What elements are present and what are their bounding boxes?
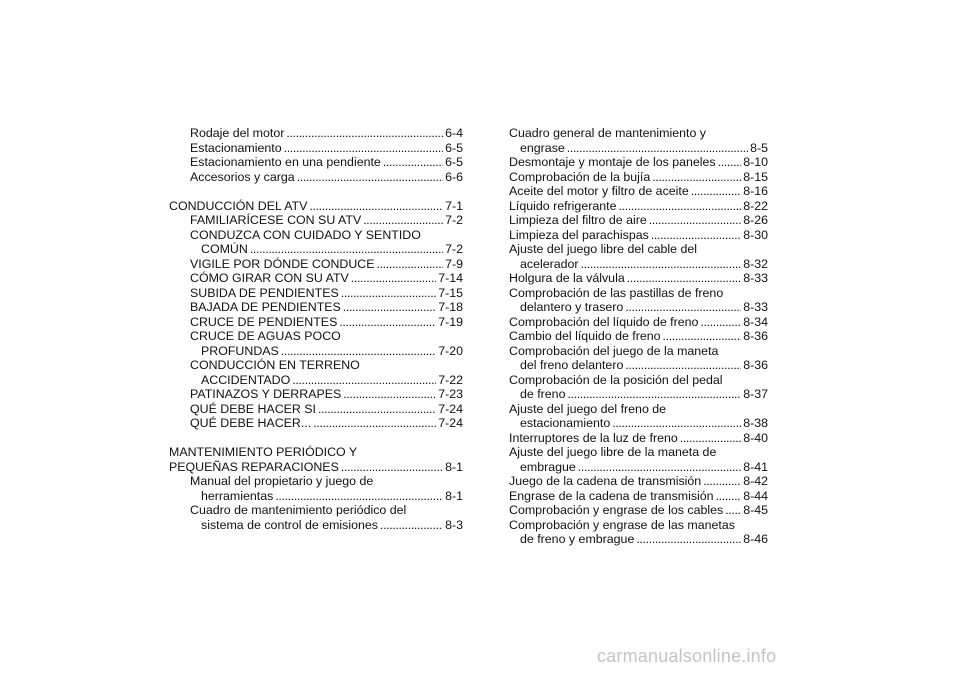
- toc-entry-maneta-freno[interactable]: del freno delantero . . . 8-36: [509, 358, 768, 373]
- page-number: 8-36: [743, 358, 768, 372]
- toc-entry-cruce-aguas[interactable]: PROFUNDAS . . . 7-20: [169, 344, 463, 359]
- toc-right-column: [509, 126, 768, 547]
- page-number: 6-6: [445, 169, 463, 184]
- toc-entry-rodaje[interactable]: Rodaje del motor . . . 6-4: [169, 126, 463, 141]
- toc-section-mantenimiento-line1[interactable]: MANTENIMIENTO PERIÓDICO Y: [169, 445, 358, 459]
- toc-entry-manetas[interactable]: de freno y embrague . . . 8-46: [509, 532, 768, 547]
- toc-section-conduccion[interactable]: CONDUCCIÓN DEL ATV . . . 7-1: [169, 199, 463, 214]
- page-number: 8-34: [743, 314, 768, 329]
- toc-entry-estacionamiento-pendiente[interactable]: Estacionamiento en una pendiente . . . 6-5: [169, 155, 463, 170]
- toc-entry-valvula[interactable]: Holgura de la válvula . . . 8-33: [509, 271, 768, 286]
- toc-entry-terreno[interactable]: ACCIDENTADO . . . 7-22: [169, 373, 463, 388]
- toc-entry-que-hacer[interactable]: QUÉ DEBE HACER... . . . 7-24: [169, 416, 463, 431]
- toc-entry-conduzca-line1[interactable]: CONDUZCA CON CUIDADO Y SENTIDO: [190, 227, 421, 242]
- page-number: 8-33: [743, 300, 768, 314]
- page-number: 8-26: [743, 213, 768, 227]
- toc-entry-cuadro-emisiones[interactable]: sistema de control de emisiones . . . 8-3: [169, 518, 463, 533]
- toc-section-mantenimiento[interactable]: PEQUEÑAS REPARACIONES . . . 8-1: [169, 460, 463, 475]
- toc-entry-acelerador[interactable]: acelerador . . . 8-32: [509, 257, 768, 272]
- toc-entry-cambio-liquido[interactable]: Cambio del líquido de freno . . . 8-36: [509, 329, 768, 344]
- page-number: 8-10: [743, 155, 768, 169]
- page-number: 8-41: [743, 459, 768, 474]
- page-number: 8-46: [743, 532, 768, 546]
- toc-entry-estacionamiento[interactable]: Estacionamiento . . . 6-5: [169, 141, 463, 156]
- page-number: 8-40: [743, 430, 768, 445]
- toc-entry-pastillas[interactable]: delantero y trasero . . . 8-33: [509, 300, 768, 315]
- toc-entry-interruptores[interactable]: Interruptores de la luz de freno . . . 8-40: [509, 431, 768, 446]
- page-number: 8-45: [743, 503, 768, 517]
- page-number: 7-23: [438, 387, 463, 401]
- page-number: 8-1: [445, 488, 463, 503]
- page-number: 8-3: [445, 517, 463, 532]
- toc-entry-cuadro-emisiones-line1[interactable]: Cuadro de mantenimiento periódico del: [190, 503, 407, 517]
- toc-entry-cuadro-general-line1[interactable]: Cuadro general de mantenimiento y: [509, 126, 706, 140]
- toc-entry-parachispas[interactable]: Limpieza del parachispas . . . 8-30: [509, 228, 768, 243]
- toc-entry-pastillas-line1[interactable]: Comprobación de las pastillas de freno: [509, 285, 724, 300]
- page-number: 8-42: [743, 474, 768, 488]
- toc-entry-aceite[interactable]: Aceite del motor y filtro de aceite . . . 8-16: [509, 184, 768, 199]
- toc-entry-pedal[interactable]: de freno . . . 8-37: [509, 387, 768, 402]
- page-number: 8-30: [743, 227, 768, 242]
- toc-entry-cuadro-general[interactable]: engrase . . . 8-5: [509, 141, 768, 156]
- toc-entry-juego-cadena[interactable]: Juego de la cadena de transmisión . . . 8-42: [509, 474, 768, 489]
- toc-entry-maneta-freno-line1[interactable]: Comprobación del juego de la maneta: [509, 343, 719, 358]
- toc-entry-paneles[interactable]: Desmontaje y montaje de los paneles . . . 8-10: [509, 155, 768, 170]
- toc-entry-accesorios[interactable]: Accesorios y carga . . . 6-6: [169, 170, 463, 185]
- page-number: 7-2: [445, 213, 463, 227]
- page-number: 7-14: [438, 271, 463, 285]
- page-number: 7-2: [445, 242, 463, 256]
- toc-entry-familiaricese[interactable]: FAMILIARÍCESE CON SU ATV . . . 7-2: [169, 213, 463, 228]
- toc-entry-que-hacer-si[interactable]: QUÉ DEBE HACER SI . . . 7-24: [169, 402, 463, 417]
- toc-entry-pedal-line1[interactable]: Comprobación de la posición del pedal: [509, 372, 723, 387]
- toc-entry-refrigerante[interactable]: Líquido refrigerante . . . 8-22: [509, 199, 768, 214]
- page-number: 8-32: [743, 256, 768, 271]
- toc-entry-terreno-line1[interactable]: CONDUCCIÓN EN TERRENO: [190, 358, 360, 372]
- watermark: carmanualsonline.info: [597, 646, 777, 666]
- page-number: 8-15: [743, 169, 768, 184]
- toc-entry-como-girar[interactable]: CÓMO GIRAR CON SU ATV . . . 7-14: [169, 271, 463, 286]
- page-number: 7-18: [438, 300, 463, 314]
- page-number: 8-44: [743, 488, 768, 503]
- page-number: 7-24: [438, 401, 463, 416]
- toc-entry-acelerador-line1[interactable]: Ajuste del juego libre del cable del: [509, 242, 698, 256]
- page-number: 8-38: [743, 416, 768, 430]
- toc-entry-cruce-pendientes[interactable]: CRUCE DE PENDIENTES . . . 7-19: [169, 315, 463, 330]
- toc-entry-filtro-aire[interactable]: Limpieza del filtro de aire . . . 8-26: [509, 213, 768, 228]
- toc-entry-embrague[interactable]: embrague . . . 8-41: [509, 460, 768, 475]
- page-number: 7-22: [438, 372, 463, 387]
- page-number: 8-22: [743, 198, 768, 213]
- page-number: 8-5: [750, 140, 768, 155]
- page-number: 8-37: [743, 387, 768, 401]
- toc-entry-vigile[interactable]: VIGILE POR DÓNDE CONDUCE . . . 7-9: [169, 257, 463, 272]
- toc-entry-bajada[interactable]: BAJADA DE PENDIENTES . . . 7-18: [169, 300, 463, 315]
- page-number: 6-4: [445, 126, 463, 140]
- page-number: 7-15: [438, 285, 463, 300]
- toc-entry-liquido-freno[interactable]: Comprobación del líquido de freno . . . 8-34: [509, 315, 768, 330]
- page-number: 6-5: [445, 155, 463, 169]
- page-number: 7-20: [438, 343, 463, 358]
- toc-entry-bujia[interactable]: Comprobación de la bujía . . . 8-15: [509, 170, 768, 185]
- page-number: 8-1: [445, 459, 463, 474]
- toc-entry-cruce-aguas-line1[interactable]: CRUCE DE AGUAS POCO: [190, 329, 341, 343]
- toc-entry-conduzca[interactable]: COMÚN . . . 7-2: [169, 242, 463, 257]
- toc-entry-estacionamiento-freno[interactable]: estacionamiento . . . 8-38: [509, 416, 768, 431]
- page-number: 7-9: [445, 256, 463, 271]
- toc-entry-subida[interactable]: SUBIDA DE PENDIENTES . . . 7-15: [169, 286, 463, 301]
- toc-entry-estacionamiento-freno-line1[interactable]: Ajuste del juego del freno de: [509, 401, 667, 416]
- page-number: 8-16: [743, 184, 768, 198]
- page-number: 7-19: [438, 314, 463, 329]
- toc-entry-manual-line1[interactable]: Manual del propietario y juego de: [190, 474, 374, 488]
- toc-entry-manetas-line1[interactable]: Comprobación y engrase de las manetas: [509, 517, 735, 532]
- toc-entry-patinazos[interactable]: PATINAZOS Y DERRAPES . . . 7-23: [169, 387, 463, 402]
- toc-entry-engrase-cadena[interactable]: Engrase de la cadena de transmisión . . . 8-44: [509, 489, 768, 504]
- toc-left-column: [169, 126, 463, 532]
- toc-entry-manual[interactable]: herramientas . . . 8-1: [169, 489, 463, 504]
- page-number: 7-1: [445, 198, 463, 213]
- page-number: 7-24: [438, 416, 463, 430]
- page-number: 6-5: [445, 140, 463, 155]
- toc-entry-cables[interactable]: Comprobación y engrase de los cables . . . 8-45: [509, 503, 768, 518]
- page-number: 8-36: [743, 329, 768, 343]
- toc-entry-embrague-line1[interactable]: Ajuste del juego libre de la maneta de: [509, 445, 717, 459]
- page-number: 8-33: [743, 271, 768, 285]
